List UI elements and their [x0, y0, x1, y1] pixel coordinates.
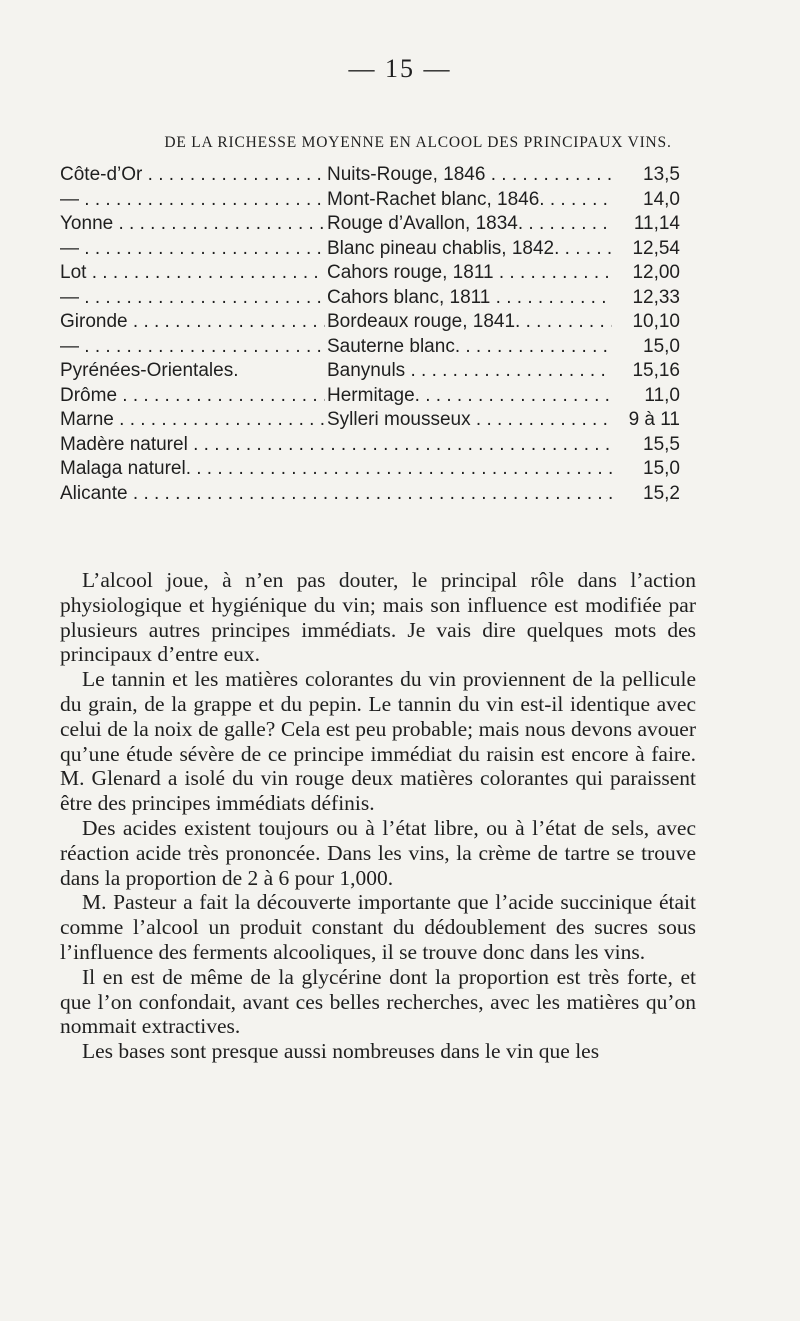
table-row: [60, 212, 680, 237]
table-row: [60, 359, 680, 384]
wine-cell: Sauterne blanc. . . .: [327, 335, 612, 360]
wine-cell: Bordeaux rouge, 1841. . . .: [327, 310, 612, 335]
alcohol-value: 11,0: [612, 384, 680, 409]
wine-cell: Blanc pineau chablis, 1842. . . .: [327, 237, 612, 262]
paragraph: M. Pasteur a fait la découverte importante que l’acide succinique était comme l’alcool un produit constant du dédoublement des sucres sous l’influence des ferments alcooliques, il se trouve donc dans les vins.: [60, 890, 696, 964]
region-cell: Drôme . . .: [60, 384, 325, 409]
wine-cell: Banynuls . . .: [327, 359, 612, 384]
alcohol-value: 13,5: [612, 163, 680, 188]
wine-cell: Sylleri mousseux . . .: [327, 408, 612, 433]
alcohol-value: 9 à 11: [612, 408, 680, 433]
wine-cell: Mont-Rachet blanc, 1846. . . .: [327, 188, 612, 213]
table-row: [60, 433, 680, 458]
wine-cell: Madère naturel . . .: [60, 433, 612, 458]
wine-cell: Alicante . . .: [60, 482, 612, 507]
table-row: [60, 457, 680, 482]
paragraph: Il en est de même de la glycérine dont la proportion est très forte, et que l’on confondait, avant ces belles recherches, avec les matières qu’on nommait extractives.: [60, 964, 696, 1039]
table-row: [60, 237, 680, 262]
wine-cell: Nuits-Rouge, 1846 . . .: [327, 163, 612, 188]
paragraph: Des acides existent toujours ou à l’état libre, ou à l’état de sels, avec réaction acide très prononcée. Dans les vins, la crème de tartre se trouve dans la proportion de 2 à 6 pour 1,000.: [60, 815, 696, 890]
wine-cell: Malaga naturel. . . .: [60, 457, 612, 482]
alcohol-value: 12,33: [612, 286, 680, 311]
table-row: [60, 384, 680, 409]
table-row: [60, 408, 680, 433]
region-cell: Pyrénées-Orientales.: [60, 360, 239, 381]
region-cell: Gironde . . .: [60, 310, 325, 335]
table-heading: DE LA RICHESSE MOYENNE EN ALCOOL DES PRINCIPAUX VINS.: [164, 134, 672, 151]
wine-alcohol-table: [60, 163, 680, 506]
alcohol-value: 15,5: [612, 433, 680, 458]
paragraph: L’alcool joue, à n’en pas douter, le principal rôle dans l’action physiologique et hygiénique du vin; mais son influence est modifiée par plusieurs autres principes immédiats. Je vais dire quelques mots des principaux d’entre eux.: [60, 568, 696, 667]
table-row: [60, 310, 680, 335]
table-row: [60, 163, 680, 188]
alcohol-value: 15,16: [612, 359, 680, 384]
region-cell: — . . .: [60, 286, 325, 311]
page-number: — 15 —: [348, 54, 452, 83]
wine-cell: Cahors blanc, 1811 . . .: [327, 286, 612, 311]
body-text: [60, 568, 696, 1064]
wine-cell: Rouge d’Avallon, 1834. . . .: [327, 212, 612, 237]
paragraph: Le tannin et les matières colorantes du vin proviennent de la pellicule du grain, de la grappe et du pepin. Le tannin du vin est-il identique avec celui de la noix de galle? Cela est peu probable; mais nous devons avouer qu’une étude sévère de ce principe immédiat du raisin est encore à faire. M. Glenard a isolé du vin rouge deux matières colorantes qui paraissent être des principes immédiats définis.: [60, 667, 696, 816]
wine-cell: Cahors rouge, 1811 . . .: [327, 261, 612, 286]
paragraph: Les bases sont presque aussi nombreuses dans le vin que les: [82, 1039, 600, 1064]
table-row: [60, 188, 680, 213]
region-cell: — . . .: [60, 188, 325, 213]
alcohol-value: 14,0: [612, 188, 680, 213]
region-cell: — . . .: [60, 335, 325, 360]
alcohol-value: 12,54: [612, 237, 680, 262]
region-cell: Lot . . .: [60, 261, 325, 286]
alcohol-value: 11,14: [612, 212, 680, 237]
alcohol-value: 10,10: [612, 310, 680, 335]
alcohol-value: 15,2: [612, 482, 680, 507]
region-cell: Côte-d’Or . . .: [60, 163, 325, 188]
table-row: [60, 482, 680, 507]
region-cell: Yonne . . .: [60, 212, 325, 237]
region-cell: Marne . . .: [60, 408, 325, 433]
table-row: [60, 261, 680, 286]
table-row: [60, 335, 680, 360]
alcohol-value: 12,00: [612, 261, 680, 286]
wine-cell: Hermitage. . . .: [327, 384, 612, 409]
alcohol-value: 15,0: [612, 457, 680, 482]
alcohol-value: 15,0: [612, 335, 680, 360]
region-cell: — . . .: [60, 237, 325, 262]
table-row: [60, 286, 680, 311]
